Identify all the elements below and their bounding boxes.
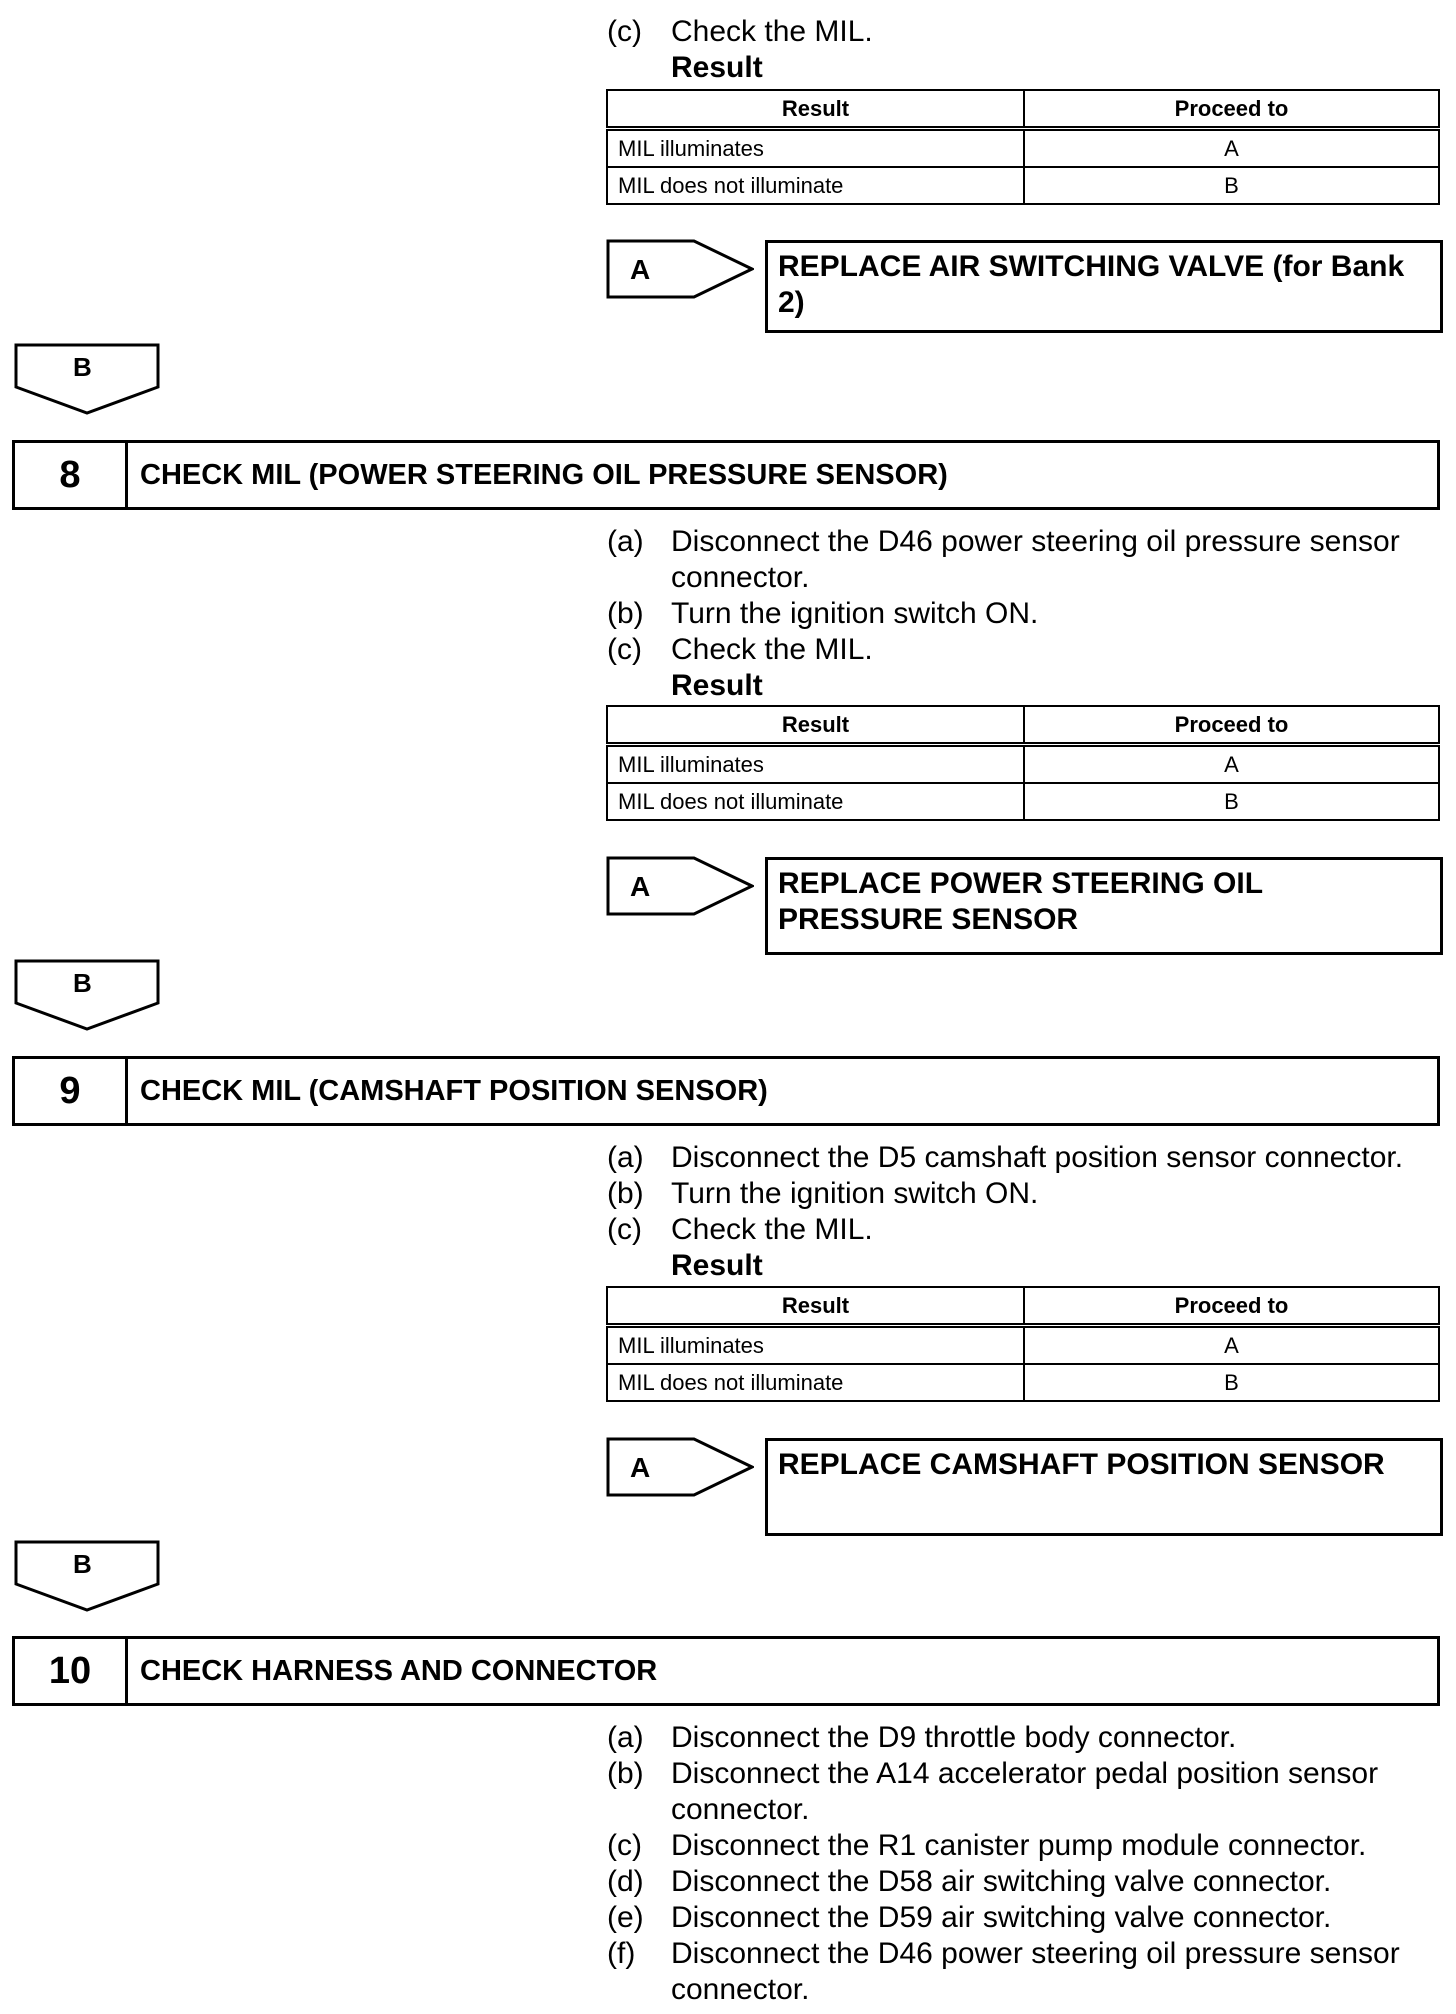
result-heading: Result (671, 51, 763, 84)
instruction-step: (a) Disconnect the D46 power steering oil pressure sensor connector. (607, 525, 1400, 594)
table-cell: A (1024, 129, 1439, 168)
instruction-step: (c) Check the MIL. (607, 15, 873, 48)
result-heading: Result (671, 669, 763, 702)
instruction-step: (c) Check the MIL. (607, 1213, 873, 1246)
branch-b-arrow (14, 1540, 160, 1612)
action-box: REPLACE POWER STEERING OIL PRESSURE SENSOR (765, 857, 1443, 955)
instruction-step: (e) Disconnect the D59 air switching valve connector. (607, 1901, 1332, 1934)
instruction-step: (b) Turn the ignition switch ON. (607, 1177, 1039, 1210)
table-cell: B (1024, 167, 1439, 204)
step-title: CHECK MIL (POWER STEERING OIL PRESSURE SENSOR) (140, 459, 948, 491)
table-cell: A (1024, 1326, 1439, 1365)
table-cell: MIL illuminates (607, 745, 1024, 784)
branch-a-arrow (606, 1437, 754, 1497)
table-header-row (607, 90, 1439, 129)
table-header-row (607, 706, 1439, 745)
column-header: Proceed to (1024, 90, 1439, 129)
table-cell: B (1024, 783, 1439, 820)
column-header: Result (607, 90, 1024, 129)
table-cell: B (1024, 1364, 1439, 1401)
branch-b-label: B (73, 968, 92, 998)
table-row (607, 783, 1439, 820)
instruction-step: (f) Disconnect the D46 power steering oil pressure sensor connector. (607, 1937, 1400, 2006)
result-table (606, 89, 1440, 205)
table-row (607, 1326, 1439, 1365)
branch-b-label: B (73, 1549, 92, 1579)
table-cell: MIL does not illuminate (607, 167, 1024, 204)
table-cell: MIL does not illuminate (607, 783, 1024, 820)
table-row (607, 167, 1439, 204)
instruction-step: (c) Check the MIL. (607, 633, 873, 666)
step-title: CHECK MIL (CAMSHAFT POSITION SENSOR) (140, 1075, 768, 1107)
action-box: REPLACE AIR SWITCHING VALVE (for Bank 2) (765, 240, 1443, 333)
step-header (12, 1636, 1440, 1706)
step-number: 10 (15, 1639, 128, 1703)
column-header: Result (607, 706, 1024, 745)
table-row (607, 1364, 1439, 1401)
table-row (607, 745, 1439, 784)
column-header: Result (607, 1287, 1024, 1326)
step-number: 9 (15, 1059, 128, 1123)
instruction-step: (d) Disconnect the D58 air switching valve connector. (607, 1865, 1332, 1898)
table-cell: MIL illuminates (607, 1326, 1024, 1365)
column-header: Proceed to (1024, 1287, 1439, 1326)
table-cell: A (1024, 745, 1439, 784)
result-table (606, 705, 1440, 821)
step-header (12, 440, 1440, 510)
step-number: 8 (15, 443, 128, 507)
instruction-step: (b) Turn the ignition switch ON. (607, 597, 1039, 630)
step-header (12, 1056, 1440, 1126)
result-table (606, 1286, 1440, 1402)
branch-b-arrow (14, 959, 160, 1031)
table-cell: MIL illuminates (607, 129, 1024, 168)
branch-a-arrow (606, 239, 754, 299)
branch-a-arrow (606, 856, 754, 916)
instruction-step: (b) Disconnect the A14 accelerator pedal position sensor connector. (607, 1757, 1379, 1826)
branch-b-arrow (14, 343, 160, 415)
branch-a-label: A (630, 871, 651, 902)
table-cell: MIL does not illuminate (607, 1364, 1024, 1401)
table-row (607, 129, 1439, 168)
instruction-step: (a) Disconnect the D9 throttle body connector. (607, 1721, 1237, 1754)
table-header-row (607, 1287, 1439, 1326)
action-box: REPLACE CAMSHAFT POSITION SENSOR (765, 1438, 1443, 1536)
result-heading: Result (671, 1249, 763, 1282)
step-title: CHECK HARNESS AND CONNECTOR (140, 1655, 658, 1687)
branch-a-label: A (630, 254, 651, 285)
branch-b-label: B (73, 352, 92, 382)
branch-a-label: A (630, 1452, 651, 1483)
column-header: Proceed to (1024, 706, 1439, 745)
instruction-step: (c) Disconnect the R1 canister pump module connector. (607, 1829, 1367, 1862)
instruction-step: (a) Disconnect the D5 camshaft position sensor connector. (607, 1141, 1404, 1174)
